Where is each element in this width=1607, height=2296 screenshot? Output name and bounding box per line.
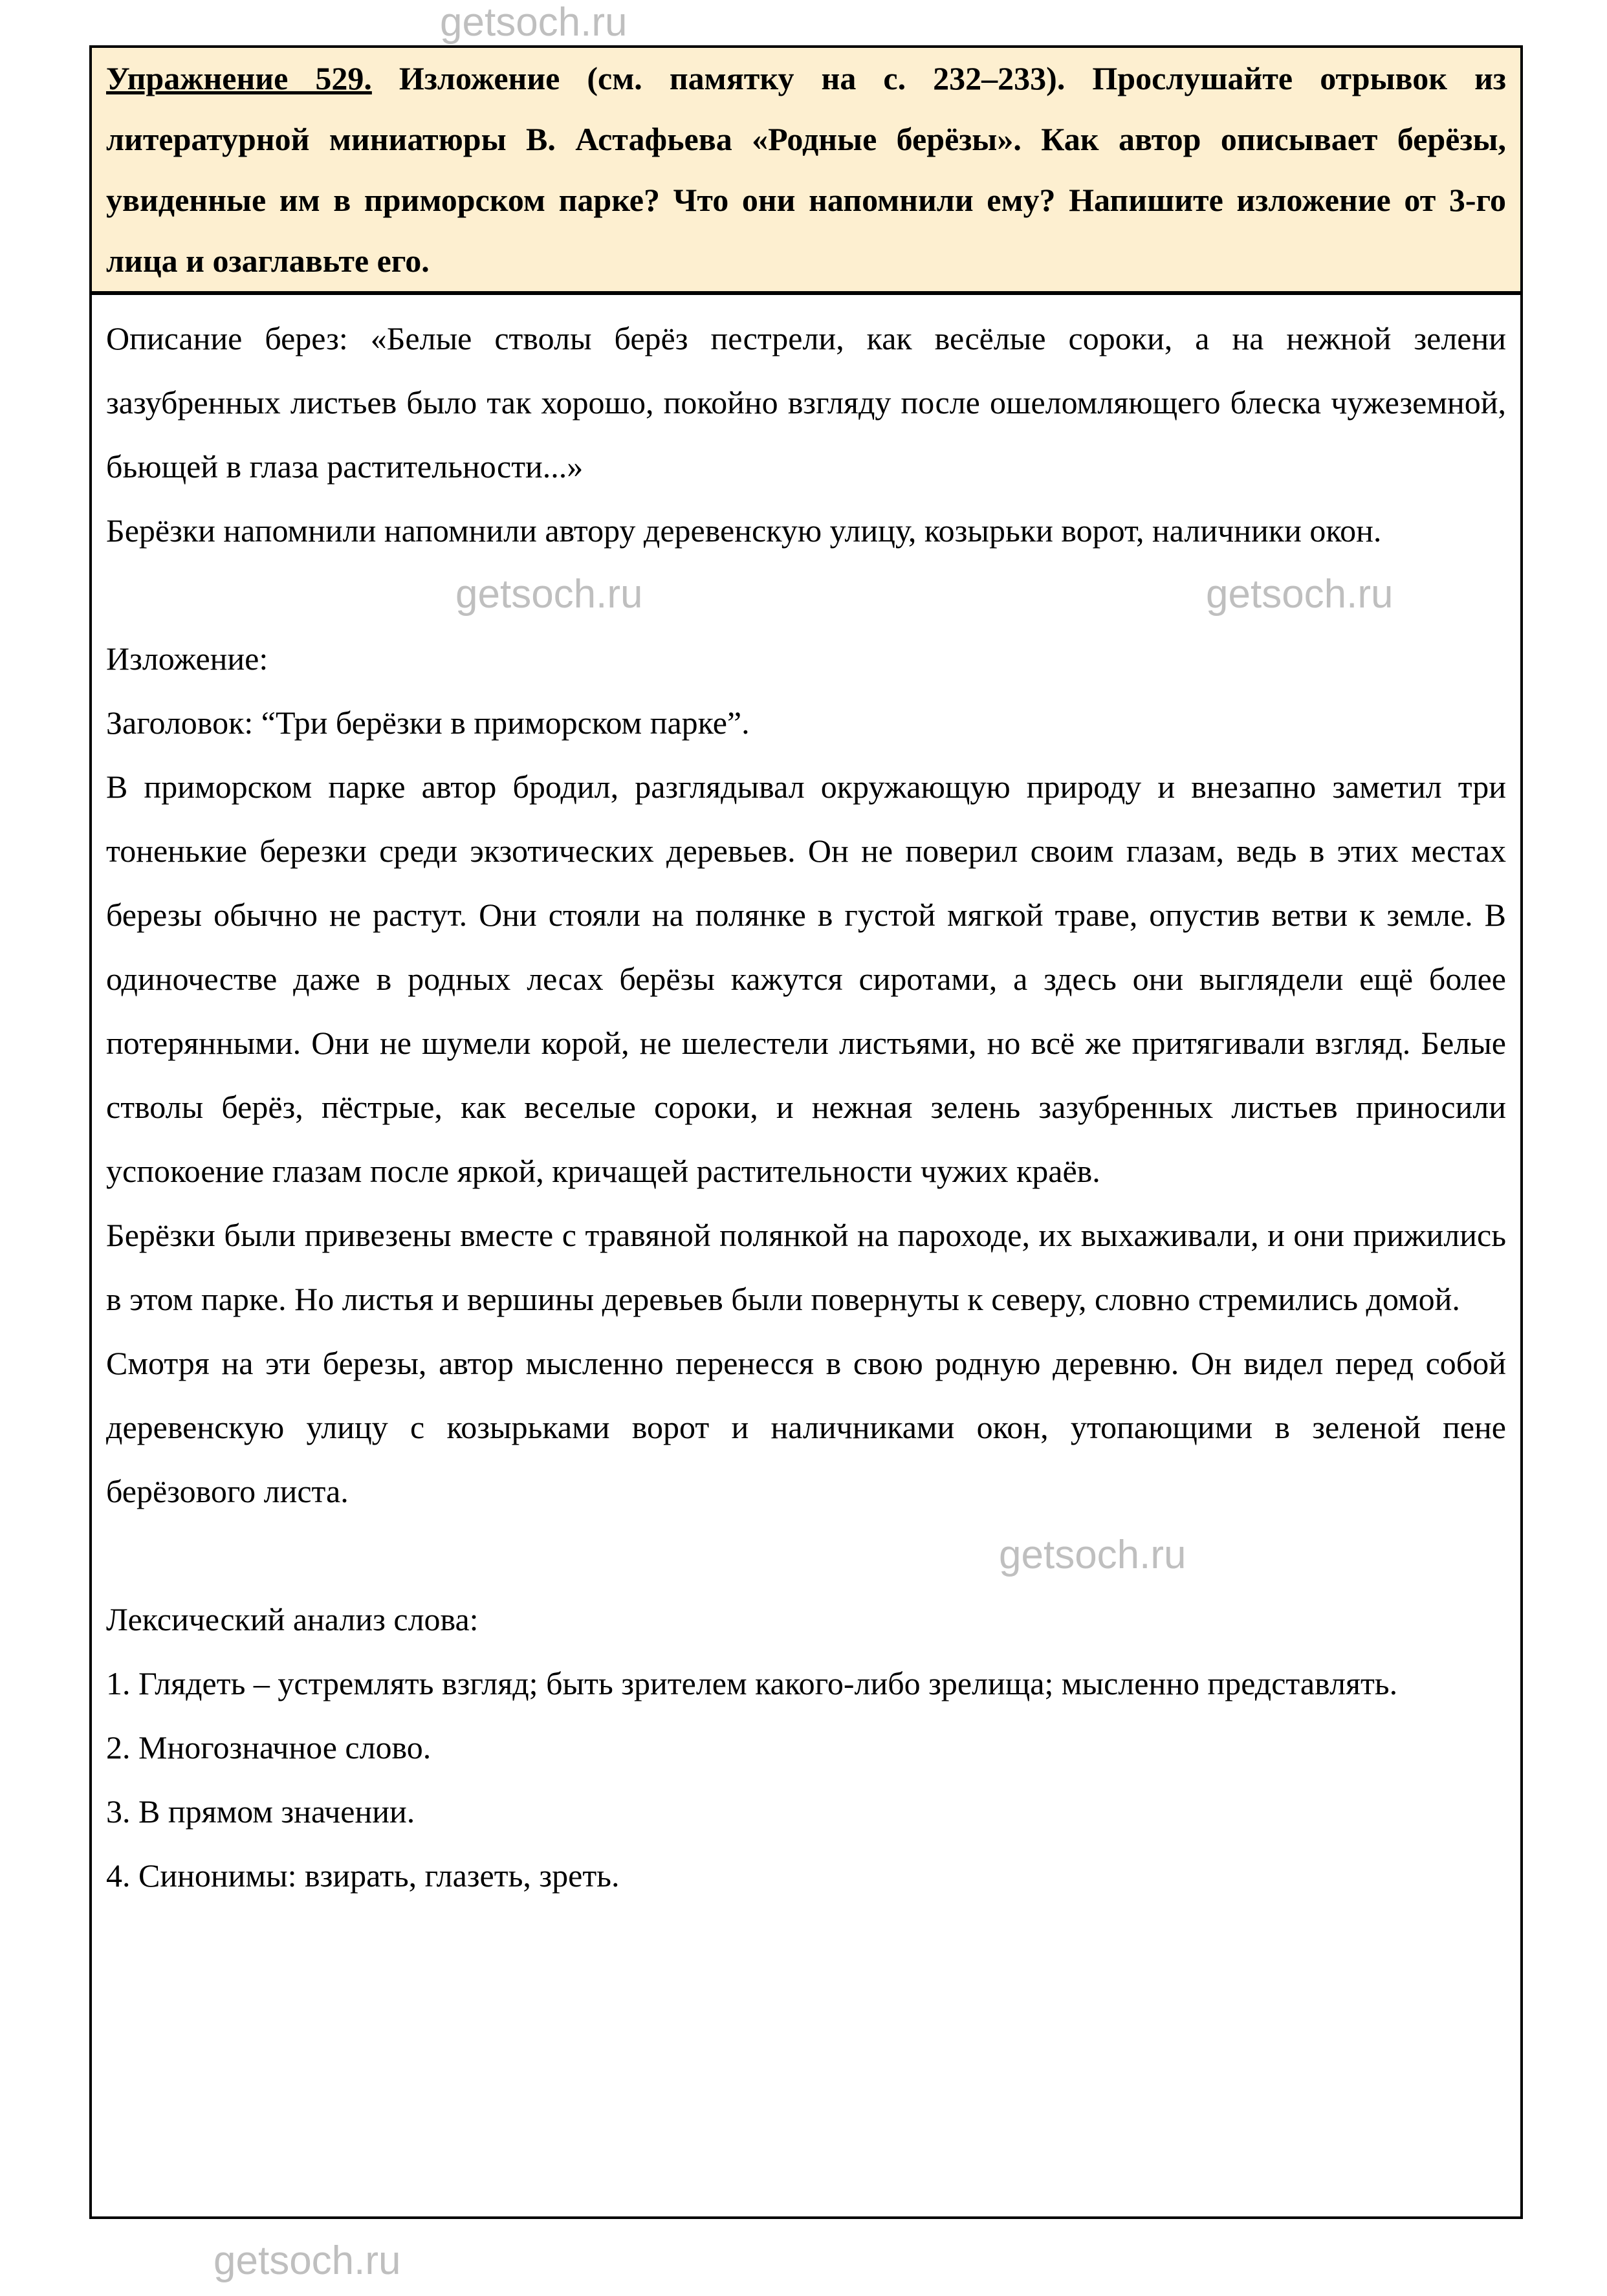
essay-label: Изложение: — [106, 640, 268, 677]
spacer — [106, 1524, 1506, 1588]
task-instructions: Изложение (см. памятку на с. 232–233). Прослушайте отрывок из литературной миниатюры В. Астафьева «Родные берёзы». Как автор описывает берёзы, увиденные им в приморском парке? Что они напомнили ему? Напишите изложение от 3-го лица и озаглавьте его. — [106, 60, 1506, 279]
lexical-item: 3. В прямом значении. — [106, 1793, 415, 1830]
lexical-item: 4. Синонимы: взирать, глазеть, зреть. — [106, 1857, 620, 1894]
task-header — [92, 48, 1520, 295]
answer-body — [92, 295, 1520, 1908]
lexical-item: 2. Многозначное слово. — [106, 1729, 432, 1766]
task-text — [106, 48, 1506, 291]
birch-description: Описание берез: «Белые стволы берёз пестрели, как весёлые сороки, а на нежной зелени зазубренных листьев было так хорошо, покойно взгляду после ошеломляющего блеска чужеземной, бьющей в глаза растительности...» — [106, 320, 1506, 485]
exercise-number: Упражнение 529. — [106, 60, 372, 96]
essay-paragraph: Смотря на эти березы, автор мысленно перенесся в свою родную деревню. Он видел перед собой деревенскую улицу с козырьками ворот и наличниками окон, утопающими в зеленой пене берёзового листа. — [106, 1345, 1506, 1509]
lexical-item: 1. Глядеть – устремлять взгляд; быть зрителем какого-либо зрелища; мысленно представлять. — [106, 1665, 1398, 1701]
watermark: getsoch.ru — [999, 1533, 1186, 1577]
birch-reminded: Берёзки напомнили напомнили автору деревенскую улицу, козырьки ворот, наличники окон. — [106, 512, 1382, 549]
exercise-card — [89, 45, 1523, 2219]
watermark: getsoch.ru — [440, 0, 628, 45]
essay-paragraph: В приморском парке автор бродил, разглядывал окружающую природу и внезапно заметил три тоненькие березки среди экзотических деревьев. Он не поверил своим глазам, ведь в этих местах березы обычно не растут. Они стояли на полянке в густой мягкой траве, опустив ветви к земле. В одиночестве даже в родных лесах берёзы кажутся сиротами, а здесь они выглядели ещё более потерянными. Они не шумели корой, не шелестели листьями, но всё же притягивали взгляд. Белые стволы берёз, пёстрые, как веселые сороки, и нежная зелень зазубренных листьев приносили успокоение глазам после яркой, кричащей растительности чужих краёв. — [106, 769, 1506, 1189]
watermark: getsoch.ru — [455, 572, 643, 617]
watermark: getsoch.ru — [213, 2238, 401, 2283]
watermark: getsoch.ru — [1206, 572, 1394, 617]
essay-title: Заголовок: “Три берёзки в приморском парке”. — [106, 705, 750, 741]
lexical-label: Лексический анализ слова: — [106, 1601, 479, 1637]
essay-paragraph: Берёзки были привезены вместе с травяной полянкой на пароходе, их выхаживали, и они прижились в этом парке. Но листья и вершины деревьев были повернуты к северу, словно стремились домой. — [106, 1217, 1506, 1317]
spacer — [106, 563, 1506, 627]
